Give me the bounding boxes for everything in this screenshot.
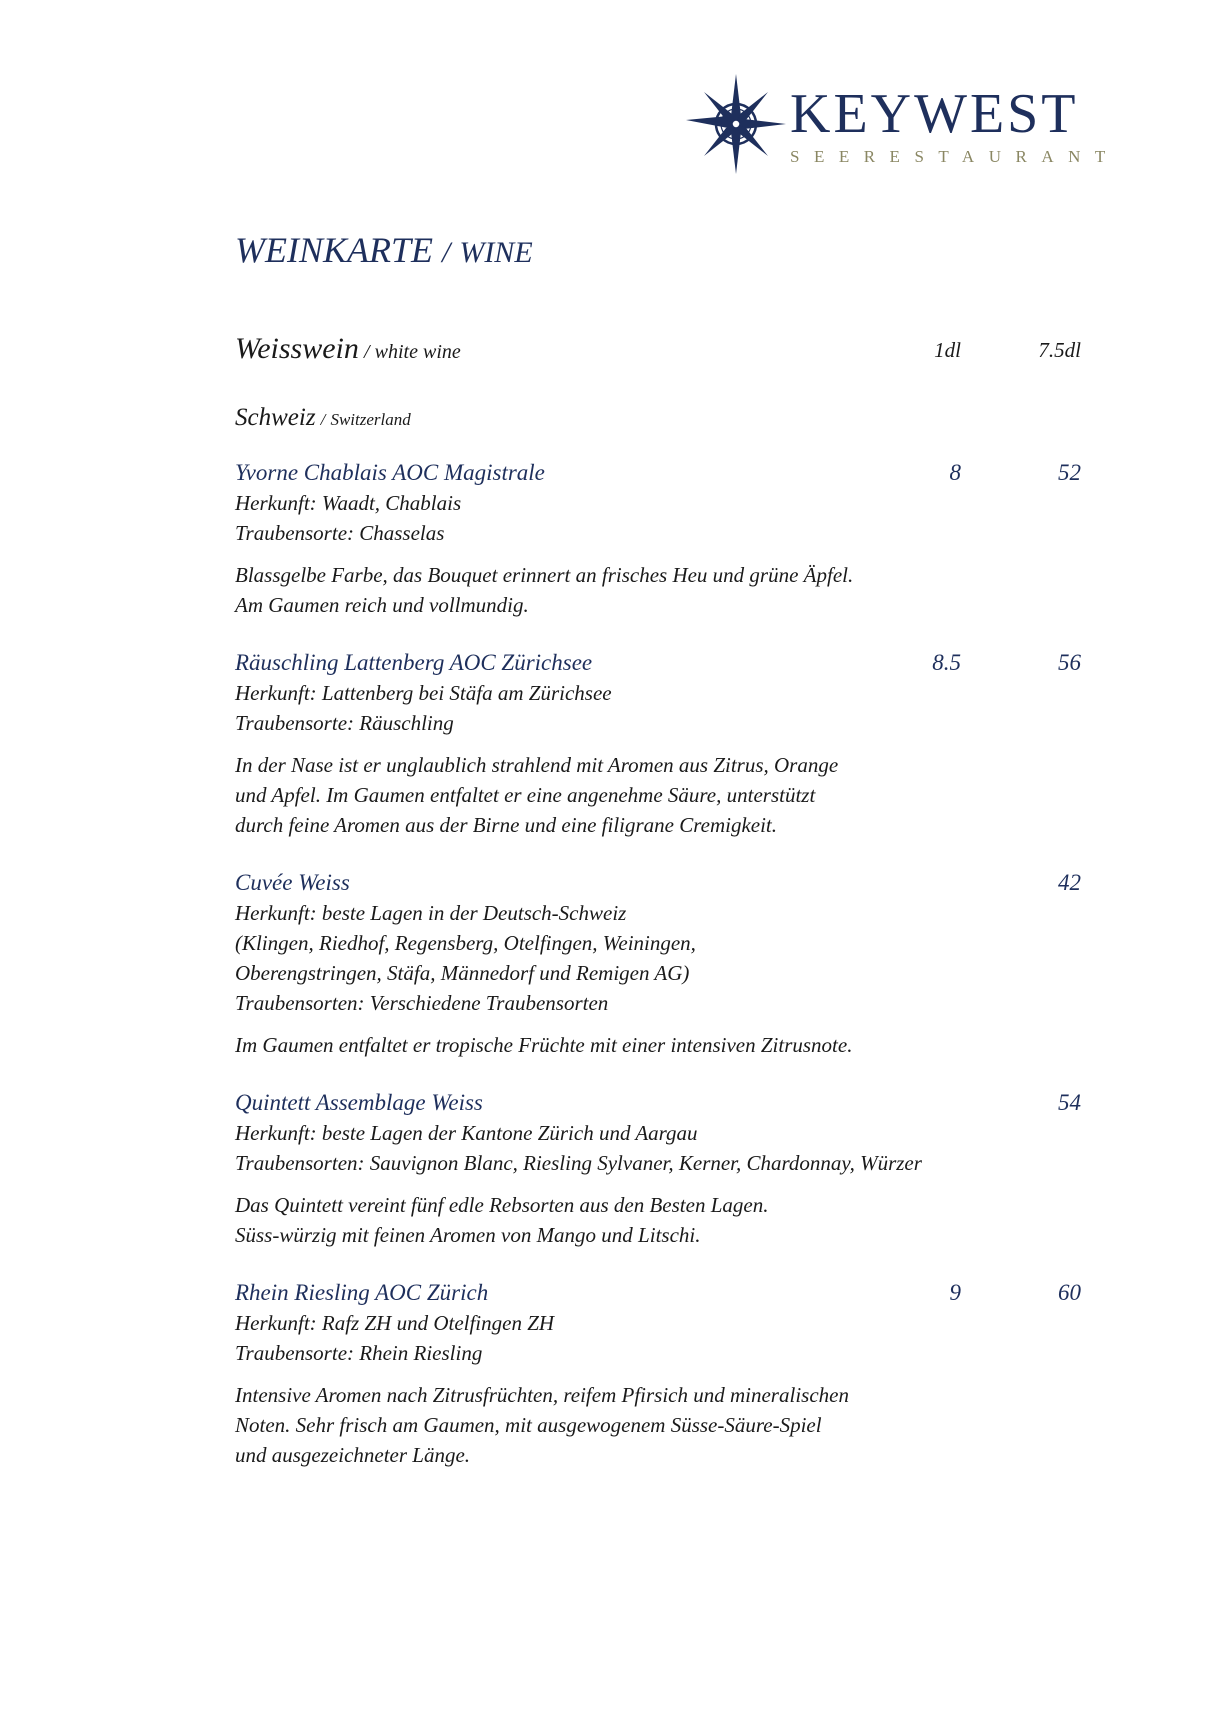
section-header (235, 332, 1081, 372)
wine-origin-continued: (Klingen, Riedhof, Regensberg, Otelfingen, Weiningen, (235, 931, 696, 955)
description-line: Süss-würzig mit feinen Aromen von Mango und Litschi. (235, 1223, 701, 1247)
wine-name: Cuvée Weiss (235, 870, 350, 895)
description-line: Intensive Aromen nach Zitrusfrüchten, reifem Pfirsich und mineralischen (235, 1383, 849, 1407)
wine-grape: Traubensorte: Räuschling (235, 711, 454, 735)
wine-grape: Traubensorte: Chasselas (235, 521, 445, 545)
description-line: Im Gaumen entfaltet er tropische Früchte mit einer intensiven Zitrusnote. (235, 1033, 853, 1057)
wine-grape: Traubensorten: Sauvignon Blanc, Riesling Sylvaner, Kerner, Chardonnay, Würzer (235, 1151, 922, 1175)
wine-entry (235, 1278, 1081, 1470)
wine-name: Räuschling Lattenberg AOC Zürichsee (235, 650, 593, 675)
wine-origin: Herkunft: Waadt, Chablais (235, 491, 462, 515)
wine-grape: Traubensorten: Verschiedene Traubensorten (235, 991, 609, 1015)
brand-logo (686, 74, 1120, 174)
wine-name: Yvorne Chablais AOC Magistrale (235, 460, 545, 485)
section-title: Weisswein (235, 332, 359, 365)
description-line: Am Gaumen reich und vollmundig. (235, 593, 529, 617)
brand-subline: SEERESTAURANT (790, 147, 1120, 166)
description-line: durch feine Aromen aus der Birne und eine filigrane Cremigkeit. (235, 813, 778, 837)
section-subtitle: white wine (374, 341, 461, 363)
description-line: Das Quintett vereint fünf edle Rebsorten aus den Besten Lagen. (235, 1193, 769, 1217)
wine-origin: Herkunft: Rafz ZH und Otelfingen ZH (235, 1311, 555, 1335)
region-subtitle: Switzerland (330, 410, 411, 429)
page-title-main: WEINKARTE (235, 230, 433, 270)
wine-grape: Traubensorte: Rhein Riesling (235, 1341, 483, 1365)
wine-name: Rhein Riesling AOC Zürich (235, 1280, 489, 1305)
section-separator: / (364, 341, 370, 363)
wine-description (235, 1190, 1081, 1250)
wine-entry (235, 868, 1081, 1060)
price-75dl: 52 (1058, 460, 1081, 485)
price-75dl: 60 (1058, 1280, 1081, 1305)
region-separator: / (320, 410, 326, 429)
wine-entry (235, 1088, 1081, 1250)
wine-origin: Herkunft: Lattenberg bei Stäfa am Zürichsee (235, 681, 612, 705)
price-75dl: 54 (1058, 1090, 1081, 1115)
price-1dl: 8.5 (932, 650, 961, 675)
wine-description (235, 1380, 1081, 1470)
wine-name: Quintett Assemblage Weiss (235, 1090, 483, 1115)
wine-entry (235, 648, 1081, 840)
wine-origin-continued: Oberengstringen, Stäfa, Männedorf und Remigen AG) (235, 961, 690, 985)
description-line: und Apfel. Im Gaumen entfaltet er eine angenehme Säure, unterstützt (235, 783, 816, 807)
wine-description (235, 1030, 1081, 1060)
price-75dl: 56 (1058, 650, 1081, 675)
brand-name: KEYWEST (790, 83, 1079, 145)
wine-description (235, 750, 1081, 840)
region-header (235, 404, 411, 432)
wine-origin: Herkunft: beste Lagen der Kantone Zürich und Aargau (235, 1121, 698, 1145)
wine-description (235, 560, 1081, 620)
wine-origin: Herkunft: beste Lagen in der Deutsch-Schweiz (235, 901, 627, 925)
price-1dl: 8 (949, 460, 961, 485)
description-line: Noten. Sehr frisch am Gaumen, mit ausgewogenem Süsse-Säure-Spiel (235, 1413, 822, 1437)
description-line: In der Nase ist er unglaublich strahlend mit Aromen aus Zitrus, Orange (235, 753, 839, 777)
price-1dl: 9 (949, 1280, 961, 1305)
description-line: und ausgezeichneter Länge. (235, 1443, 471, 1467)
price-75dl: 42 (1058, 870, 1081, 895)
page-title-separator: / (441, 236, 451, 269)
page-title (235, 228, 533, 275)
page-title-sub: WINE (459, 236, 533, 269)
wine-entry (235, 458, 1081, 620)
description-line: Blassgelbe Farbe, das Bouquet erinnert an frisches Heu und grüne Äpfel. (235, 563, 854, 587)
column-header-1dl: 1dl (934, 338, 961, 362)
column-header-75dl: 7.5dl (1038, 338, 1081, 362)
compass-rose-icon (686, 74, 786, 174)
region-title: Schweiz (235, 404, 316, 431)
